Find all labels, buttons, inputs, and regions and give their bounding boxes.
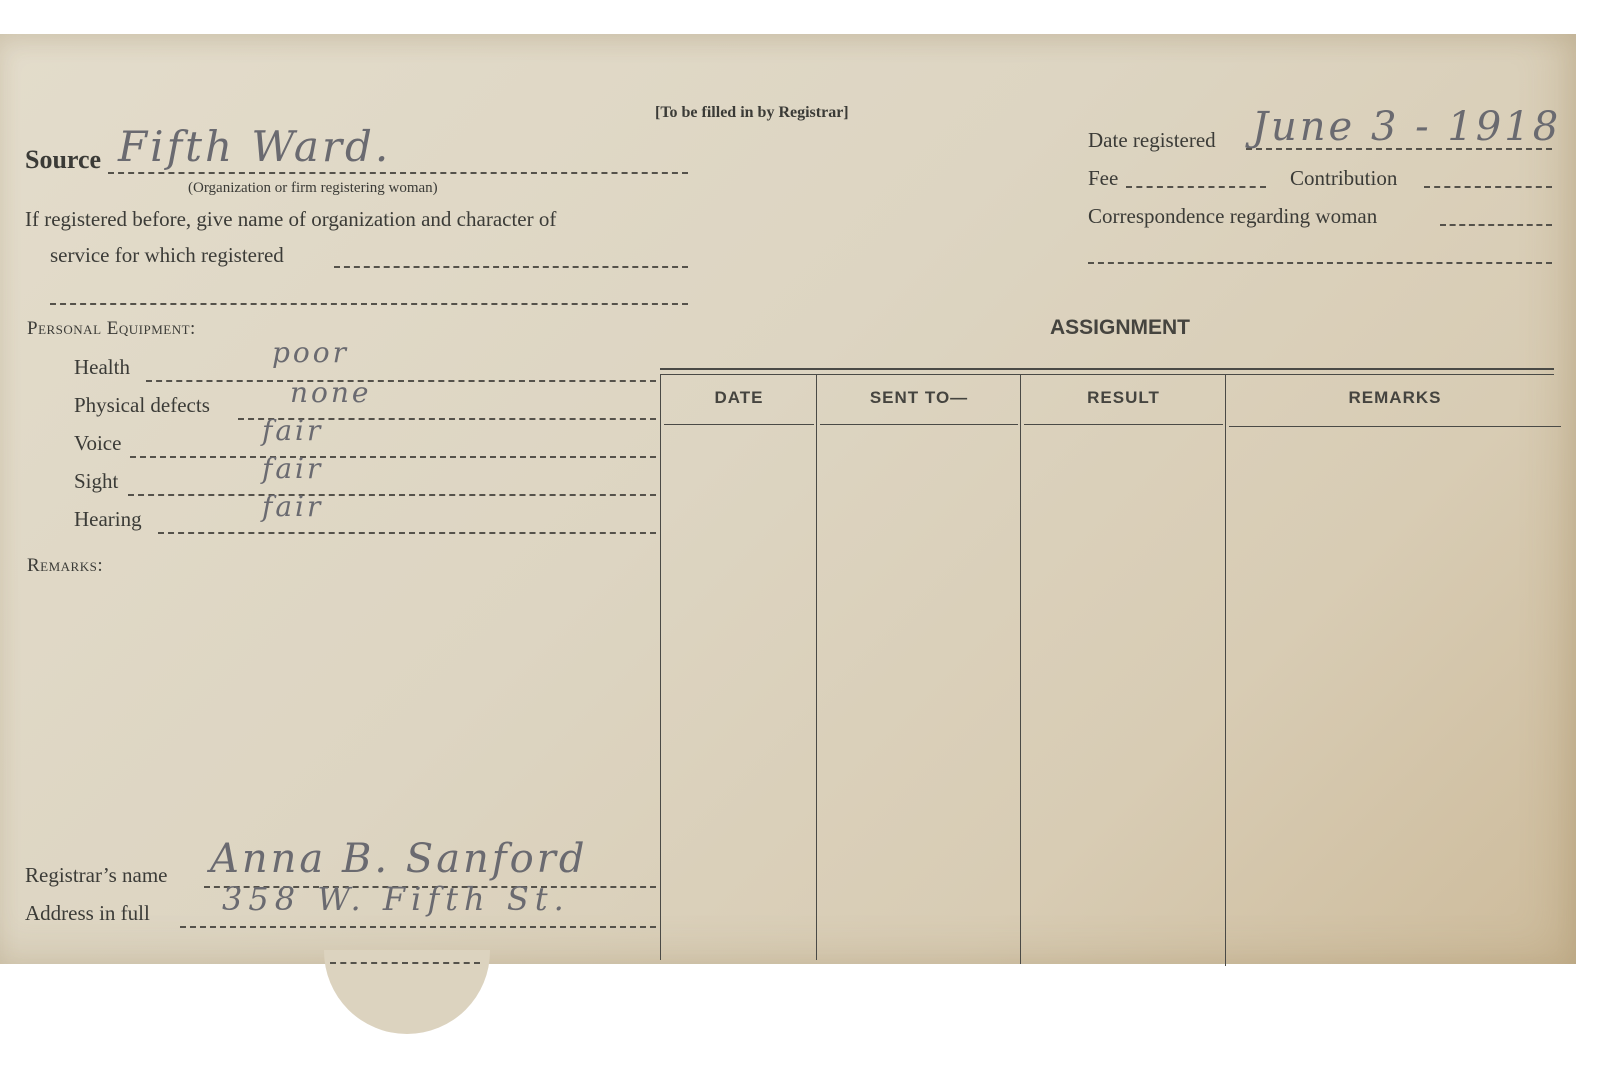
- date-registered-line: [1246, 148, 1552, 150]
- contribution-field[interactable]: [1424, 186, 1552, 188]
- fee-field[interactable]: [1126, 186, 1266, 188]
- result-header-underline: [1024, 424, 1223, 425]
- source-hint: (Organization or firm registering woman): [188, 180, 438, 196]
- source-value[interactable]: Fifth Ward.: [118, 122, 392, 171]
- sent-header-underline: [820, 424, 1018, 425]
- health-value[interactable]: poor: [272, 336, 350, 369]
- hearing-line: [158, 532, 656, 534]
- registered-before-field-2[interactable]: [50, 303, 688, 305]
- registered-before-line2: service for which registered: [50, 243, 284, 267]
- fee-label: Fee: [1088, 166, 1119, 190]
- date-registered-value[interactable]: June 3 - 1918: [1252, 104, 1562, 150]
- registrar-name-value[interactable]: Anna B. Sanford: [210, 836, 588, 882]
- column-sent-to: SENT TO—: [869, 388, 969, 407]
- assignment-col-rule-1: [816, 374, 817, 960]
- sight-line: [128, 494, 656, 496]
- column-result: RESULT: [1087, 388, 1160, 407]
- assignment-top-rule-2: [660, 374, 1554, 375]
- registrar-note: [To be filled in by Registrar]: [655, 104, 849, 121]
- remarks-heading: Remarks:: [27, 555, 104, 576]
- column-remarks: REMARKS: [1348, 388, 1442, 407]
- correspondence-label: Correspondence regarding woman: [1088, 204, 1378, 228]
- voice-label: Voice: [74, 431, 122, 455]
- registered-before-field[interactable]: [334, 266, 688, 268]
- health-line: [146, 380, 656, 382]
- physical-defects-label: Physical defects: [74, 393, 210, 417]
- assignment-left-rule: [660, 374, 661, 960]
- sight-label: Sight: [74, 469, 119, 493]
- health-label: Health: [74, 355, 130, 379]
- address-value[interactable]: 358 W. Fifth St.: [222, 880, 570, 918]
- voice-line: [130, 456, 656, 458]
- assignment-col-rule-2: [1020, 374, 1021, 964]
- physical-defects-value[interactable]: none: [290, 376, 372, 409]
- assignment-col-rule-3: [1225, 374, 1226, 966]
- correspondence-field-2[interactable]: [1088, 262, 1552, 264]
- sight-value[interactable]: fair: [262, 452, 324, 485]
- personal-equipment-heading: Personal Equipment:: [27, 318, 196, 339]
- assignment-heading: ASSIGNMENT: [1049, 316, 1190, 339]
- column-date: DATE: [714, 388, 764, 407]
- remarks-header-underline: [1229, 426, 1561, 427]
- address-line-2: [330, 962, 480, 964]
- date-header-underline: [664, 424, 814, 425]
- address-label: Address in full: [25, 901, 150, 925]
- source-label: Source: [25, 145, 102, 174]
- registrar-name-label: Registrar’s name: [25, 863, 168, 887]
- registered-before-line1: If registered before, give name of organization and character of: [25, 207, 557, 231]
- source-line: [108, 172, 688, 174]
- date-registered-label: Date registered: [1088, 128, 1216, 152]
- assignment-top-rule: [660, 368, 1554, 370]
- hearing-value[interactable]: fair: [262, 490, 324, 523]
- correspondence-field[interactable]: [1440, 224, 1552, 226]
- contribution-label: Contribution: [1290, 166, 1398, 190]
- address-line: [180, 926, 656, 928]
- voice-value[interactable]: fair: [262, 414, 324, 447]
- hearing-label: Hearing: [74, 507, 142, 531]
